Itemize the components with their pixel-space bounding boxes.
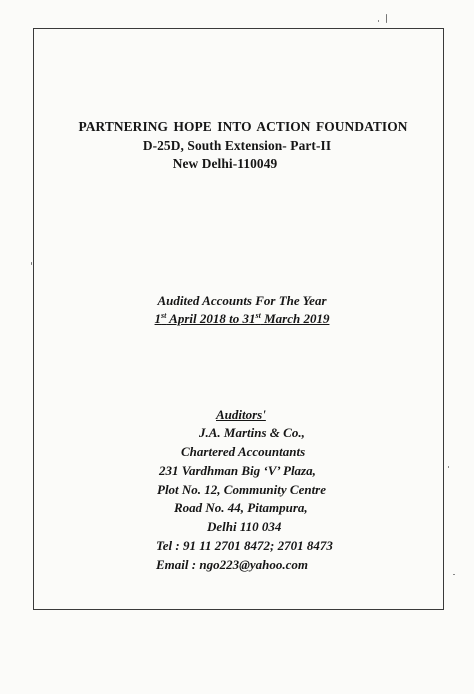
scan-speck bbox=[386, 14, 387, 23]
auditors-title: Auditors' bbox=[216, 407, 266, 422]
accounts-heading: Audited Accounts For The Year bbox=[157, 293, 327, 308]
auditor-designation: Chartered Accountants bbox=[181, 444, 306, 459]
period-end-rest: March 2019 bbox=[260, 311, 330, 326]
organization-address-line2: New Delhi-110049 bbox=[172, 156, 278, 171]
organization-address-line1: D-25D, South Extension- Part-II bbox=[142, 138, 332, 153]
auditor-address-line1: 231 Vardhman Big ‘V’ Plaza, bbox=[159, 463, 316, 478]
period-start-day: 1 bbox=[154, 311, 162, 326]
scan-speck bbox=[448, 466, 449, 468]
scan-speck bbox=[378, 20, 379, 22]
accounts-period bbox=[5, 310, 474, 327]
auditor-firm-name: J.A. Martins & Co., bbox=[199, 425, 305, 440]
period-start-rest: April 2018 to 31 bbox=[166, 311, 256, 326]
scan-speck bbox=[31, 262, 32, 265]
scan-speck bbox=[453, 574, 455, 575]
period-start-suffix: st bbox=[161, 311, 167, 320]
auditor-telephone: Tel : 91 11 2701 8472; 2701 8473 bbox=[156, 538, 333, 553]
auditor-city: Delhi 110 034 bbox=[207, 519, 282, 534]
auditor-email: Email : ngo223@yahoo.com bbox=[156, 557, 309, 572]
period-end-suffix: st bbox=[255, 311, 261, 320]
auditor-address-line2: Plot No. 12, Community Centre bbox=[157, 482, 327, 497]
organization-name: PARTNERING HOPE INTO ACTION FOUNDATION bbox=[78, 119, 408, 134]
auditor-address-line3: Road No. 44, Pitampura, bbox=[174, 500, 308, 515]
